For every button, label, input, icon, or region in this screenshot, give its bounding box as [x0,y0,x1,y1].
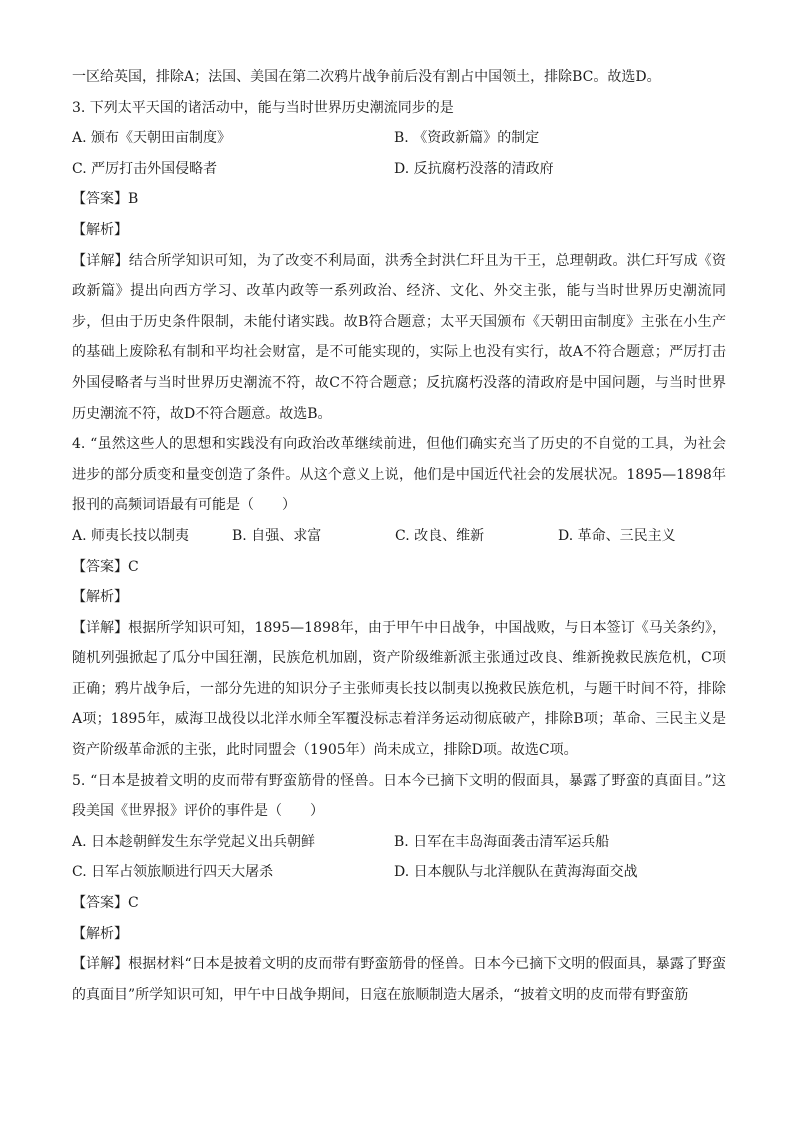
q2-analysis-tail: 一区给英国，排除A；法国、美国在第二次鸦片战争前后没有割占中国领土，排除BC。故选D。 [72,69,661,85]
q4-option-b: B. 自强、求富 [232,527,322,544]
q4-analysis-label: 【解析】 [72,589,128,606]
q5-options-row-1 [72,827,726,858]
q3-option-d: D. 反抗腐朽没落的清政府 [394,160,554,177]
q3-option-b: B. 《资政新篇》的制定 [394,130,540,147]
q5-option-d: D. 日本舰队与北洋舰队在黄海海面交战 [394,864,638,881]
q3-option-a: A. 颁布《天朝田亩制度》 [72,130,232,147]
q5-stem: 5. “日本是披着文明的皮而带有野蛮筋骨的怪兽。日本今已摘下文明的假面具，暴露了野蛮的真面目。”这段美国《世界报》评价的事件是（ ） [72,772,726,820]
q4-option-d: D. 革命、三民主义 [558,527,676,544]
q5-option-a: A. 日本趁朝鲜发生东学党起义出兵朝鲜 [72,833,316,850]
q4-detail: 【详解】根据所学知识可知，1895—1898年，由于甲午中日战争，中国战败，与日本签订《马关条约》，随机列强掀起了瓜分中国狂潮，民族危机加剧，资产阶级维新派主张通过改良、维新挽救民族危机，C项正确；鸦片战争后，一部分先进的知识分子主张师夷长技以制夷以挽救民族危机，与题干时间不符，排除A项；1895年，威海卫战役以北洋水师全军覆没标志着洋务运动彻底破产，排除B项；革命、三民主义是资产阶级革命派的主张，此时同盟会（1905年）尚未成立，排除D项。故选C项。 [72,619,726,759]
q5-options-row-2 [72,857,726,888]
q5-option-b: B. 日军在丰岛海面袭击清军运兵船 [394,833,610,850]
q4-stem: 4. “虽然这些人的思想和实践没有向政治改革继续前进，但他们确实充当了历史的不自觉的工具，为社会进步的部分质变和量变创造了条件。从这个意义上说，他们是中国近代社会的发展状况。1895—1898年报刊的高频词语最有可能是（ ） [72,436,726,514]
q5-answer: 【答案】C [72,895,139,912]
q5-detail: 【详解】根据材料“日本是披着文明的皮而带有野蛮筋骨的怪兽。日本今已摘下文明的假面具，暴露了野蛮的真面目”所学知识可知，甲午中日战争期间，日寇在旅顺制造大屠杀，“披着文明的皮而带有野蛮筋 [72,956,726,1003]
q4-option-a: A. 师夷长技以制夷 [72,527,190,544]
document-content [72,62,726,1010]
q3-options-row-2 [72,154,726,185]
q4-option-c: C. 改良、维新 [395,527,485,544]
q3-stem: 3. 下列太平天国的诸活动中，能与当时世界历史潮流同步的是 [72,99,454,116]
q5-analysis-label: 【解析】 [72,925,128,942]
q4-options-row [72,521,726,552]
q3-analysis-label: 【解析】 [72,221,128,238]
q3-options-row-1 [72,123,726,154]
q3-answer: 【答案】B [72,191,139,208]
q5-option-c: C. 日军占领旅顺进行四天大屠杀 [72,864,274,881]
q4-answer: 【答案】C [72,558,139,575]
q3-option-c: C. 严厉打击外国侵略者 [72,160,218,177]
q3-detail: 【详解】结合所学知识可知，为了改变不利局面，洪秀全封洪仁玕且为干王，总理朝政。洪仁玕写成《资政新篇》提出向西方学习、改革内政等一系列政治、经济、文化、外交主张，能与当时世界历史潮流同步，但由于历史条件限制，未能付诸实践。故B符合题意；太平天国颁布《天朝田亩制度》主张在小生产的基础上废除私有制和平均社会财富，是不可能实现的，实际上也没有实行，故A不符合题意；严厉打击外国侵略者与当时世界历史潮流不符，故C不符合题意；反抗腐朽没落的清政府是中国问题，与当时世界历史潮流不符，故D不符合题意。故选B。 [72,252,726,422]
